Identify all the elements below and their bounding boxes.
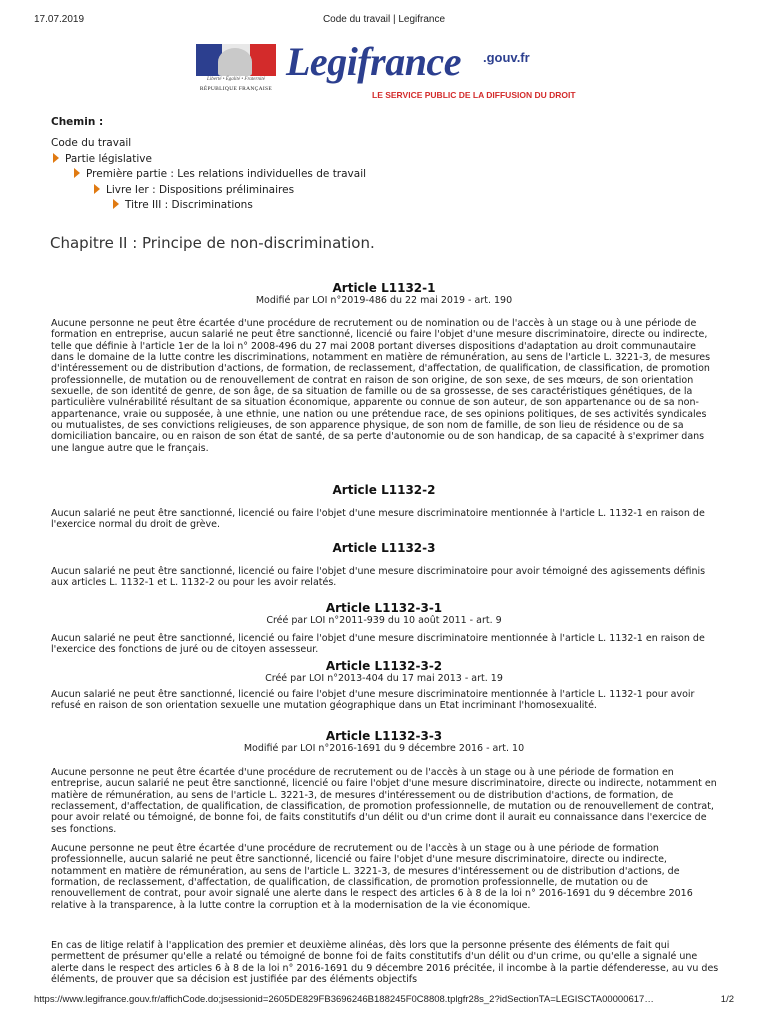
print-footer — [34, 994, 734, 1008]
arrow-right-icon — [113, 199, 119, 209]
print-header — [34, 14, 734, 28]
breadcrumb-item-livre[interactable] — [51, 183, 711, 199]
arrow-right-icon — [53, 153, 59, 163]
article-modification[interactable]: Modifié par LOI n°2016-1691 du 9 décembre 2016 - art. 10 — [243, 743, 525, 754]
breadcrumb-item-titre[interactable] — [51, 198, 711, 214]
article-paragraph: Aucun salarié ne peut être sanctionné, licencié ou faire l'objet d'une mesure discriminatoire mentionnée à l'article L. 1132-1 en raison de l'exercice des fonctions de juré ou de citoyen assesseur. — [51, 633, 705, 656]
article-title: Article L1132-3-2 — [325, 659, 443, 673]
article-title: Article L1132-3 — [332, 541, 436, 555]
article-paragraph: En cas de litige relatif à l'application des premier et deuxième alinéas, dès lors que la personne présente des éléments de fait qui permettent de présumer qu'elle a relaté ou témoigné de bonne foi de faits constitutifs d'un délit ou d'un crime, ou qu'elle a signalé une alerte dans le respect des articles 6 à 8 de la loi n° 2016-1691 du 9 décembre 2016 précitée, il incombe à la partie défenderesse, au vu des éléments, de prouver que sa décision est justifiée par des éléments objectifs — [51, 940, 719, 986]
article-paragraph: Aucun salarié ne peut être sanctionné, licencié ou faire l'objet d'une mesure discriminatoire pour avoir témoigné des agissements définis aux articles L. 1132-1 et L. 1132-2 ou pour les avoir relatés. — [51, 566, 706, 589]
print-date: 17.07.2019 — [34, 14, 85, 25]
article-paragraph: Aucune personne ne peut être écartée d'une procédure de recrutement ou de l'accès à un stage ou à une période de formation en entreprise, aucun salarié ne peut être sanctionné, licencié ou faire l'objet d'une mesure discriminatoire, directe ou indirecte, notamment en matière de rémunération, au sens de l'article L. 3221-3, de mesures d'intéressement ou de distribution d'actions, de formation, de reclassement, d'affectation, de qualification, de classification, de promotion professionnelle, de mutation ou de renouvellement de contrat, pour avoir relaté ou témoigné, de bonne foi, de faits constitutifs d'un délit ou d'un crime dont il aurait eu connaissance dans l'exercice de ses fonctions. — [51, 767, 717, 835]
breadcrumb-label[interactable]: Livre Ier : Dispositions préliminaires — [106, 183, 295, 196]
chapter-title: Chapitre II : Principe de non-discrimination. — [50, 234, 375, 252]
article-modification[interactable]: Créé par LOI n°2013-404 du 17 mai 2013 - art. 19 — [265, 673, 503, 684]
breadcrumb-item-partie[interactable] — [51, 152, 711, 168]
arrow-right-icon — [74, 168, 80, 178]
breadcrumb-item-premiere-partie[interactable] — [51, 167, 711, 183]
article-title: Article L1132-1 — [332, 281, 436, 295]
legifrance-logo[interactable] — [196, 39, 596, 100]
marianne-logo — [196, 44, 276, 76]
article-paragraph: Aucune personne ne peut être écartée d'une procédure de recrutement ou de nomination ou de l'accès à un stage ou à une période de formation en entreprise, aucun salarié ne peut être sanctionné, licencié ou faire l'objet d'une mesure discriminatoire, directe ou indirecte, telle que définie à l'article 1er de la loi n° 2008-496 du 27 mai 2008 portant diverses dispositions d'adaptation au droit communautaire dans le domaine de la lutte contre les discriminations, notamment en matière de rémunération, au sens de l'article L. 3221-3, de mesures d'intéressement ou de distribution d'actions, de formation, de reclassement, d'affectation, de qualification, de classification, de promotion professionnelle, de mutation ou de renouvellement de contrat en raison de son origine, de son sexe, de ses mœurs, de son orientation sexuelle, de son identité de genre, de son âge, de sa situation de famille ou de sa grossesse, de ses caractéristiques génétiques, de la particulière vulnérabilité résultant de sa situation économique, apparente ou connue de son auteur, de son appartenance ou de sa non-appartenance, vraie ou supposée, à une ethnie, une nation ou une prétendue race, de ses opinions politiques, de ses activités syndicales ou mutualistes, de ses convictions religieuses, de son apparence physique, de son nom de famille, de son lieu de résidence ou de sa domiciliation bancaire, ou en raison de son état de santé, de sa perte d'autonomie ou de son handicap, de sa capacité à s'exprimer dans une langue autre que le français. — [51, 318, 711, 454]
brand-tagline: LE SERVICE PUBLIC DE LA DIFFUSION DU DROIT — [372, 90, 576, 100]
breadcrumb-label[interactable]: Première partie : Les relations individuelles de travail — [86, 168, 367, 180]
breadcrumb-label[interactable]: Code du travail — [51, 137, 132, 149]
page-url: https://www.legifrance.gouv.fr/affichCode.do;jsessionid=2605DE829FB3696246B188245F0C8808.tplgfr28s_2?idSectionTA=LEGISCTA00000617… — [34, 994, 654, 1005]
chemin-label: Chemin : — [51, 116, 104, 128]
article-title: Article L1132-2 — [332, 483, 436, 497]
article-paragraph: Aucun salarié ne peut être sanctionné, licencié ou faire l'objet d'une mesure discriminatoire mentionnée à l'article L. 1132-1 en raison de l'exercice normal du droit de grève. — [51, 508, 705, 531]
brand-name: Legifrance — [286, 39, 461, 84]
breadcrumb-label[interactable]: Partie législative — [65, 152, 152, 165]
article-paragraph: Aucun salarié ne peut être sanctionné, licencié ou faire l'objet d'une mesure discriminatoire mentionnée à l'article L. 1132-1 pour avoir refusé en raison de son orientation sexuelle une mutation géographique dans un Etat incriminant l'homosexualité. — [51, 689, 695, 712]
article-modification[interactable]: Modifié par LOI n°2019-486 du 22 mai 2019 - art. 190 — [255, 295, 513, 306]
article-title: Article L1132-3-1 — [325, 601, 443, 615]
article-modification[interactable]: Créé par LOI n°2011-939 du 10 août 2011 - art. 9 — [266, 615, 502, 626]
breadcrumb — [51, 136, 711, 214]
breadcrumb-item-code[interactable] — [51, 136, 711, 152]
breadcrumb-label[interactable]: Titre III : Discriminations — [125, 199, 253, 211]
republique-francaise-label: RÉPUBLIQUE FRANÇAISE — [199, 86, 273, 92]
page-number: 1/2 — [720, 994, 734, 1005]
arrow-right-icon — [94, 184, 100, 194]
brand-domain: .gouv.fr — [483, 50, 530, 65]
republic-motto: Liberté • Égalité • Fraternité — [207, 77, 265, 82]
article-paragraph: Aucune personne ne peut être écartée d'une procédure de recrutement ou de l'accès à un stage ou à une période de formation professionnelle, aucun salarié ne peut être sanctionné, licencié ou faire l'objet d'une mesure discriminatoire, directe ou indirecte, notamment en matière de rémunération, au sens de l'article L. 3221-3, de mesures d'intéressement ou de distribution d'actions, de formation, de reclassement, d'affectation, de qualification, de classification, de promotion professionnelle, de mutation ou de renouvellement de contrat, pour avoir signalé une alerte dans le respect des articles 6 à 8 de la loi n° 2016-1691 du 9 décembre 2016 relative à la transparence, à la lutte contre la corruption et à la modernisation de la vie économique. — [51, 843, 693, 911]
article-title: Article L1132-3-3 — [325, 729, 443, 743]
print-page-title: Code du travail | Legifrance — [322, 14, 446, 25]
